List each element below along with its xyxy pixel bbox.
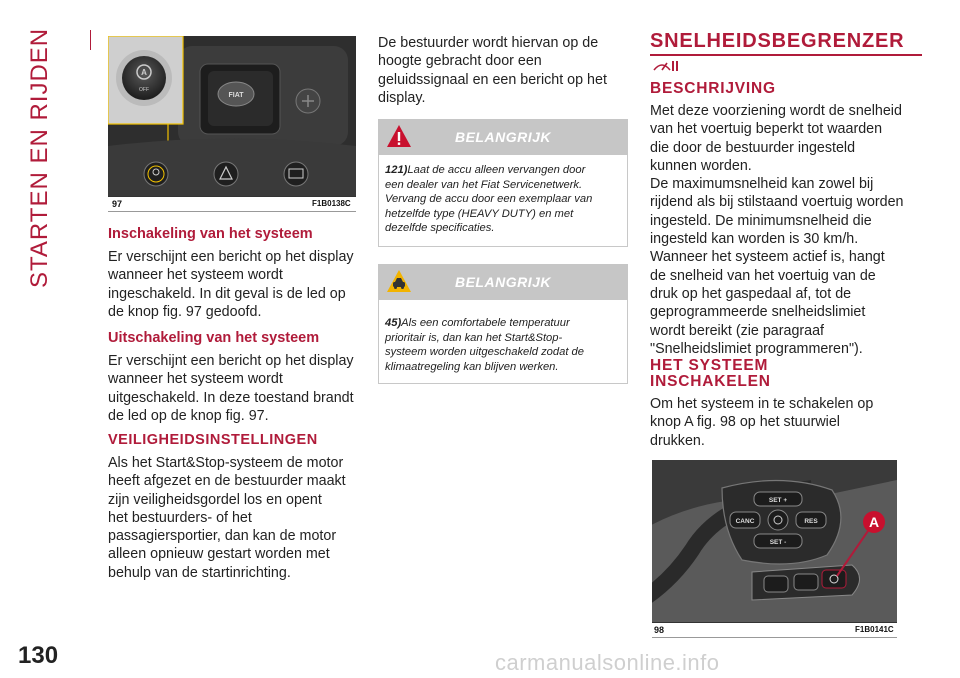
fiat-badge-text: FIAT	[228, 92, 244, 99]
text-line: klimaatregeling kan blijven werken.	[385, 360, 559, 373]
warning-2-label: BELANGRIJK	[454, 274, 551, 290]
text-line: wanneer het systeem wordt	[108, 267, 283, 284]
text-line: een dealer van het Fiat Servicenetwerk.	[385, 178, 583, 191]
res-label: RES	[804, 518, 818, 525]
canc-label: CANC	[735, 518, 755, 525]
text-line: ingesteld kan worden is 30 km/h.	[650, 231, 859, 248]
text-line: Met deze voorziening wordt de snelheid	[650, 103, 902, 119]
title-underline	[650, 54, 922, 56]
warning-1-text	[385, 163, 625, 236]
text-line: de snelheid van het voertuig van de	[650, 267, 876, 284]
text-line: zijn veiligheidsgordel los en opent	[108, 491, 322, 508]
warning-2-text	[385, 316, 625, 374]
figure-98-number: 98	[654, 625, 665, 635]
text-line: die door de bestuurder ingesteld	[650, 139, 856, 156]
text-line: uitgeschakeld. In deze toestand brandt	[108, 389, 354, 406]
figure-98-code: F1B0141C	[855, 625, 894, 634]
steering-wheel-illustration	[652, 460, 897, 622]
paragraph-uitschakeling	[108, 352, 363, 425]
side-accent-line	[90, 30, 91, 50]
figure-97-image	[108, 36, 356, 197]
speed-limiter-icon	[652, 58, 682, 74]
figure-97-caption-rule	[108, 211, 356, 212]
text-line: Om het systeem in te schakelen op	[650, 396, 874, 412]
svg-text:A: A	[141, 68, 147, 77]
text-line: alleen opnieuw gestart worden met	[108, 546, 330, 563]
warning-box-1-header	[378, 119, 628, 155]
text-line: Er verschijnt een bericht op het display	[108, 353, 354, 369]
text-line: kunnen worden.	[650, 157, 752, 174]
text-line: Wanneer het systeem actief is, hangt	[650, 249, 885, 266]
paragraph-inschakeling	[108, 248, 363, 321]
text-line: dezelfde specificaties.	[385, 222, 495, 234]
heading-inschakeling: Inschakeling van het systeem	[108, 226, 313, 242]
side-title-text: STARTEN EN RIJDEN	[26, 27, 53, 288]
paragraph-bestuurder	[378, 34, 633, 107]
warning-box-2-header	[378, 264, 628, 300]
figure-97-code: F1B0138C	[312, 199, 351, 208]
text-line: hoogte gebracht door een	[378, 53, 542, 70]
text-line: wanneer het systeem wordt	[108, 371, 283, 388]
text-line: display.	[378, 89, 426, 106]
text-line: ingeschakeld. In dit geval is de led op	[108, 285, 346, 302]
text-line: Als een comfortabele temperatuur	[401, 317, 570, 329]
text-line: het bestuurders- of het	[108, 509, 252, 526]
text-line: passagiersportier, dan kan de motor	[108, 528, 337, 545]
paragraph-veiligheid	[108, 454, 366, 582]
text-line: De maximumsnelheid kan zowel bij	[650, 176, 874, 193]
text-line: wordt bereikt (zie paragraaf	[650, 322, 825, 339]
warning-box-2	[378, 300, 628, 384]
warning-1-label: BELANGRIJK	[454, 129, 551, 145]
section-title-snelheidsbegrenzer: SNELHEIDSBEGRENZER	[650, 30, 905, 52]
text-line: geprogrammeerde snelheidslimiet	[650, 304, 866, 321]
text-line: prioritair is, dan kan het Start&Stop-	[385, 331, 563, 344]
dashboard-illustration	[108, 36, 356, 196]
text-line: rijdend als bij stilstaand voertuig worden	[650, 194, 904, 211]
set-minus-label: SET -	[769, 539, 787, 546]
text-line: heeft afgezet en de bestuurder maakt	[108, 473, 346, 490]
side-section-title	[14, 27, 74, 290]
text-line: drukken.	[650, 432, 705, 449]
warning-1-number: 121)	[385, 164, 408, 176]
text-line: van het voertuig beperkt tot waarden	[650, 121, 883, 138]
text-line: de knop fig. 97 gedoofd.	[108, 303, 262, 320]
text-line: de led op de knop fig. 97.	[108, 407, 269, 424]
heading-veiligheidsinstellingen: VEILIGHEIDSINSTELLINGEN	[108, 432, 318, 448]
heading-beschrijving: BESCHRIJVING	[650, 80, 776, 97]
text-line: druk op het gaspedaal af, tot de	[650, 285, 852, 302]
warning-box-1	[378, 155, 628, 247]
text-line: "Snelheidslimiet programmeren").	[650, 340, 863, 357]
text-line: De bestuurder wordt hiervan op de	[378, 35, 599, 51]
text-line: systeem worden uitgeschakeld zodat de	[385, 346, 585, 358]
text-line: hetzelfde type (HEAVY DUTY) en met	[385, 207, 574, 220]
text-line: knop A fig. 98 op het stuurwiel	[650, 414, 840, 431]
page-number: 130	[18, 642, 59, 669]
figure-98-caption-rule	[652, 637, 897, 638]
heading-systeem-inschakelen	[650, 358, 771, 390]
figure-98-image	[652, 460, 897, 623]
watermark-text: carmanualsonline.info	[495, 650, 720, 675]
paragraph-beschrijving	[650, 102, 930, 358]
text-line: ingesteld. De minimumsnelheid die	[650, 212, 872, 229]
text-line: Vervang de accu door een exemplaar van	[385, 193, 593, 205]
figure-97-number: 97	[112, 199, 123, 209]
text-line: geluidssignaal en een bericht op het	[378, 71, 607, 88]
heading-line: INSCHAKELEN	[650, 373, 771, 390]
heading-uitschakeling: Uitschakeling van het systeem	[108, 330, 320, 346]
warning-2-number: 45)	[385, 317, 402, 329]
off-label: OFF	[139, 87, 149, 93]
text-line: Er verschijnt een bericht op het display	[108, 249, 354, 265]
text-line: Laat de accu alleen vervangen door	[407, 164, 586, 176]
text-line: behulp van de startinrichting.	[108, 564, 291, 581]
heading-line: HET SYSTEEM	[650, 357, 769, 374]
callout-a-label: A	[868, 514, 880, 530]
set-plus-label: SET +	[768, 497, 788, 504]
paragraph-inschakelen	[650, 395, 930, 450]
text-line: Als het Start&Stop-systeem de motor	[108, 455, 344, 471]
